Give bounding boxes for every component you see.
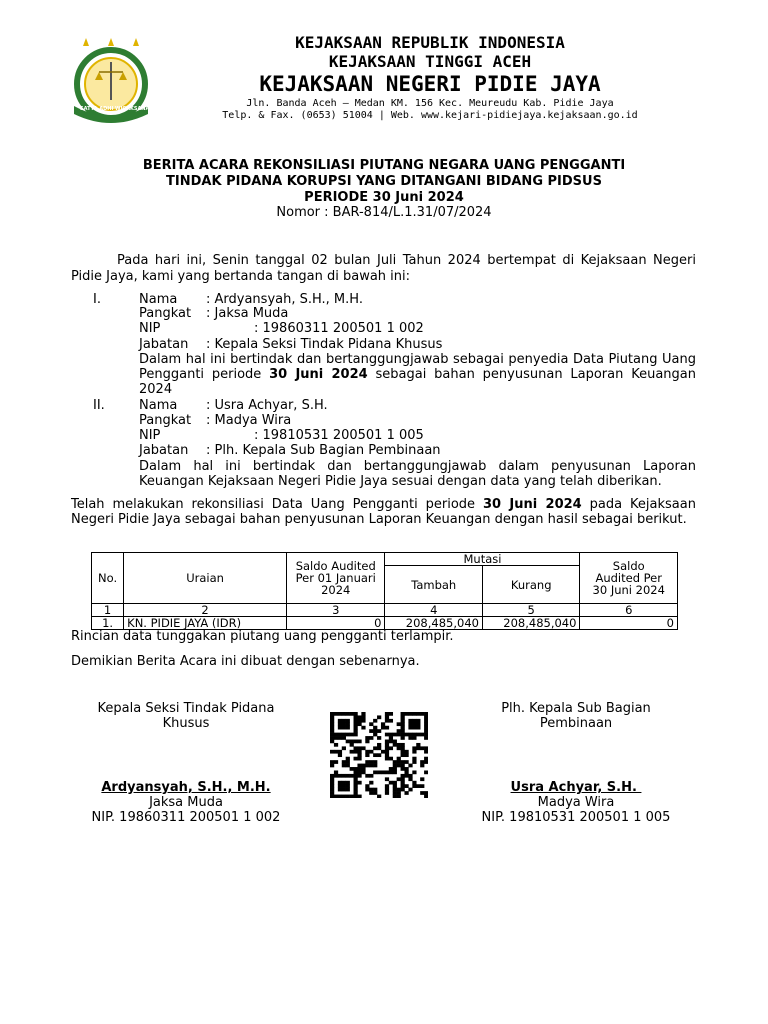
party-1-jabatan: : Kepala Seksi Tindak Pidana Khusus xyxy=(206,337,443,352)
letterhead-line2: KEJAKSAAN TINGGI ACEH xyxy=(328,52,532,71)
letterhead-line3: KEJAKSAAN NEGERI PIDIE JAYA xyxy=(259,72,601,96)
logo-motto: SATYA ADHI WICAKSANA xyxy=(80,106,150,112)
signature-right-title1: Plh. Kepala Sub Bagian xyxy=(501,701,651,716)
row-tambah: 208,485,040 xyxy=(385,617,482,630)
body2-period: 30 Juni 2024 xyxy=(482,497,582,512)
signature-right-nip: NIP. 19810531 200501 1 005 xyxy=(481,810,671,825)
header-tambah: Tambah xyxy=(385,566,482,604)
nomor: Nomor : BAR-814/L.1.31/07/2024 xyxy=(276,205,492,220)
party-1-nama: : Ardyansyah, S.H., M.H. xyxy=(206,292,363,307)
party-2-jabatan-label: Jabatan xyxy=(139,443,189,458)
opening-paragraph: Pada hari ini, Senin tanggal 02 bulan Juli Tahun 2024 bertempat di Kejaksaan Negeri Pidie Jaya, kami yang bertanda tangan di bawah ini: xyxy=(71,253,696,284)
reconciliation-table xyxy=(91,552,678,630)
reconciliation-paragraph xyxy=(71,497,696,527)
rincian-note: Rincian data tunggakan piutang uang pengganti terlampir. xyxy=(71,629,454,644)
row-uraian: KN. PIDIE JAYA (IDR) xyxy=(124,617,287,630)
signature-left-title1: Kepala Seksi Tindak Pidana xyxy=(97,701,275,716)
row-saldo-akhir: 0 xyxy=(580,617,678,630)
header-kurang: Kurang xyxy=(482,566,579,604)
header-saldo-akhir: Saldo Audited Per 30 Juni 2024 xyxy=(580,553,678,604)
body2-post: pada Kejaksaan Negeri Pidie Jaya sebagai bahan penyusunan Laporan Keuangan dengan hasil sebagai berikut. xyxy=(71,497,696,527)
signature-right-title2: Pembinaan xyxy=(539,716,613,731)
party-1-nip-label: NIP xyxy=(139,321,161,336)
signature-left-rank: Jaksa Muda xyxy=(149,795,223,810)
party-1-jabatan-label: Jabatan xyxy=(139,337,189,352)
party-2-pangkat-label: Pangkat xyxy=(139,413,192,428)
signature-left-nip: NIP. 19860311 200501 1 002 xyxy=(91,810,281,825)
party-2-nama-label: Nama xyxy=(139,398,178,413)
signature-left-name: Ardyansyah, S.H., M.H. xyxy=(101,780,271,795)
title-line3: PERIODE 30 Juni 2024 xyxy=(304,190,464,205)
party-2-description: Dalam hal ini bertindak dan bertanggungjawab dalam penyusunan Laporan Keuangan Kejaksaan Negeri Pidie Jaya sesuai dengan data yang telah diberikan. xyxy=(139,459,696,489)
party-1-nip: : 19860311 200501 1 002 xyxy=(254,321,424,336)
party-2-jabatan: : Plh. Kepala Sub Bagian Pembinaan xyxy=(206,443,441,458)
letterhead-line1: KEJAKSAAN REPUBLIK INDONESIA xyxy=(295,33,565,52)
header-no: No. xyxy=(92,553,124,604)
closing-statement: Demikian Berita Acara ini dibuat dengan sebenarnya. xyxy=(71,654,420,669)
party-1-pangkat: : Jaksa Muda xyxy=(206,306,289,321)
party-2-nama: : Usra Achyar, S.H. xyxy=(206,398,328,413)
party-1-pangkat-label: Pangkat xyxy=(139,306,192,321)
header-uraian: Uraian xyxy=(124,553,287,604)
signature-right-rank: Madya Wira xyxy=(537,795,615,810)
row-saldo-awal: 0 xyxy=(286,617,385,630)
party-2-pangkat: : Madya Wira xyxy=(206,413,292,428)
party-1-nama-label: Nama xyxy=(139,292,178,307)
header-mutasi: Mutasi xyxy=(385,553,580,566)
body2-pre: Telah melakukan rekonsiliasi Data Uang Pengganti periode xyxy=(71,497,483,512)
title-line2: TINDAK PIDANA KORUPSI YANG DITANGANI BIDANG PIDSUS xyxy=(166,174,602,189)
party-1-desc-pre: Dalam hal ini bertindak dan bertanggungjawab sebagai penyedia Data Piutang Uang Pengganti periode xyxy=(139,352,696,382)
index-cell: 3 xyxy=(286,604,385,617)
signature-left-title2: Khusus xyxy=(162,716,210,731)
row-kurang: 208,485,040 xyxy=(482,617,579,630)
index-cell: 4 xyxy=(385,604,482,617)
row-no: 1. xyxy=(92,617,124,630)
party-1-roman: I. xyxy=(93,292,101,307)
title-line1: BERITA ACARA REKONSILIASI PIUTANG NEGARA UANG PENGGANTI xyxy=(142,158,626,173)
letterhead-address: Jln. Banda Aceh – Medan KM. 156 Kec. Meureudu Kab. Pidie Jaya xyxy=(246,98,614,109)
party-1-description xyxy=(139,352,696,397)
header-saldo-awal: Saldo Audited Per 01 Januari 2024 xyxy=(286,553,385,604)
party-2-nip-label: NIP xyxy=(139,428,161,443)
index-cell: 6 xyxy=(580,604,678,617)
signature-right xyxy=(466,701,686,825)
party-2-roman: II. xyxy=(93,398,105,413)
signature-right-name: Usra Achyar, S.H. xyxy=(510,780,642,795)
table-row xyxy=(92,617,678,630)
qr-code xyxy=(330,712,428,798)
party-1-desc-post: sebagai bahan penyusunan Laporan Keuangan 2024 xyxy=(139,367,696,397)
party-1-desc-period: 30 Juni 2024 xyxy=(269,367,368,382)
index-cell: 5 xyxy=(482,604,579,617)
index-cell: 1 xyxy=(92,604,124,617)
signature-left xyxy=(76,701,296,825)
index-cell: 2 xyxy=(124,604,287,617)
party-2-nip: : 19810531 200501 1 005 xyxy=(254,428,424,443)
letterhead-contact: Telp. & Fax. (0653) 51004 | Web. www.kejari-pidiejaya.kejaksaan.go.id xyxy=(222,110,638,121)
